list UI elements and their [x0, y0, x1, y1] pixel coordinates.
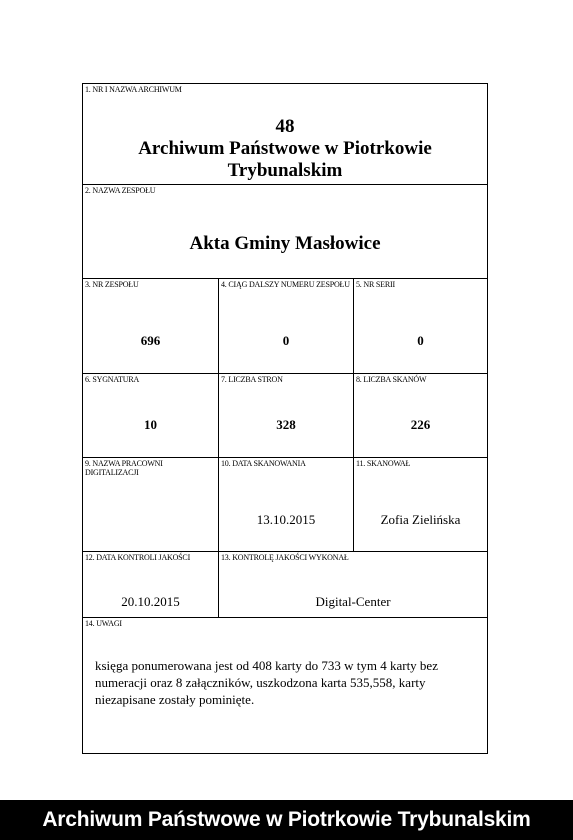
qc-by-cell: [218, 552, 487, 617]
digitization-lab-label: 9. NAZWA PRACOWNI DIGITALIZACJI: [85, 459, 163, 477]
fonds-name-cell: [83, 185, 487, 278]
fonds-number-value: 696: [140, 333, 161, 348]
remarks-value: księga ponumerowana jest od 408 karty do 733 w tym 4 karty bez numeracji oraz 8 załączników, uszkodzona karta 535,558, karty niezapisane zostały pominięte.: [95, 658, 438, 707]
scan-count-value: 226: [410, 417, 431, 432]
qc-date-cell: [83, 552, 218, 617]
series-number-label: 5. NR SERII: [356, 280, 395, 289]
signature-cell: [83, 374, 218, 457]
archive-row: [83, 84, 487, 184]
fonds-number-row: [83, 278, 487, 373]
quality-control-row: [83, 551, 487, 617]
signature-value: 10: [144, 417, 157, 432]
archive-name-line2: Trybunalskim: [227, 160, 343, 181]
footer-banner: Archiwum Państwowe w Piotrkowie Trybunalskim: [0, 800, 573, 840]
signature-row: [83, 373, 487, 457]
fonds-number-cont-label: 4. CIĄG DALSZY NUMERU ZESPOŁU: [221, 280, 350, 289]
page-count-value: 328: [276, 417, 296, 432]
fonds-number-label: 3. NR ZESPOŁU: [85, 280, 139, 289]
scan-date-value: 13.10.2015: [256, 512, 316, 527]
fonds-name-value: Akta Gminy Masłowice: [189, 233, 381, 254]
qc-date-label: 12. DATA KONTROLI JAKOŚCI: [85, 553, 191, 562]
archive-name-line1: Archiwum Państwowe w Piotrkowie: [138, 138, 432, 159]
page-count-label: 7. LICZBA STRON: [221, 375, 283, 384]
fonds-name-row: [83, 184, 487, 278]
series-number-cell: [353, 279, 487, 373]
fonds-number-cont-value: 0: [282, 333, 290, 348]
qc-by-value: Digital-Center: [315, 594, 391, 609]
fonds-name-label: 2. NAZWA ZESPOŁU: [85, 186, 156, 195]
remarks-row: [83, 617, 487, 753]
remarks-label: 14. UWAGI: [85, 619, 122, 628]
scan-date-label: 10. DATA SKANOWANIA: [221, 459, 306, 468]
archive-cell: [83, 84, 487, 184]
scanned-by-label: 11. SKANOWAŁ: [356, 459, 411, 468]
scanned-by-value: Zofia Zielińska: [380, 512, 461, 527]
scanned-by-cell: [353, 458, 487, 551]
signature-label: 6. SYGNATURA: [85, 375, 140, 384]
series-number-value: 0: [417, 333, 424, 348]
scan-date-cell: [218, 458, 353, 551]
scan-count-label: 8. LICZBA SKANÓW: [356, 375, 427, 384]
scan-count-cell: [353, 374, 487, 457]
qc-by-label: 13. KONTROLĘ JAKOŚCI WYKONAŁ: [221, 553, 349, 562]
fonds-number-cont-cell: [218, 279, 353, 373]
page-count-cell: [218, 374, 353, 457]
qc-date-value: 20.10.2015: [121, 594, 180, 609]
archive-label: 1. NR I NAZWA ARCHIWUM: [85, 85, 182, 94]
remarks-cell: [83, 618, 487, 753]
metadata-form: [82, 83, 488, 754]
digitization-lab-cell: [83, 458, 218, 551]
archive-number: 48: [275, 116, 295, 137]
digitization-row: [83, 457, 487, 551]
fonds-number-cell: [83, 279, 218, 373]
